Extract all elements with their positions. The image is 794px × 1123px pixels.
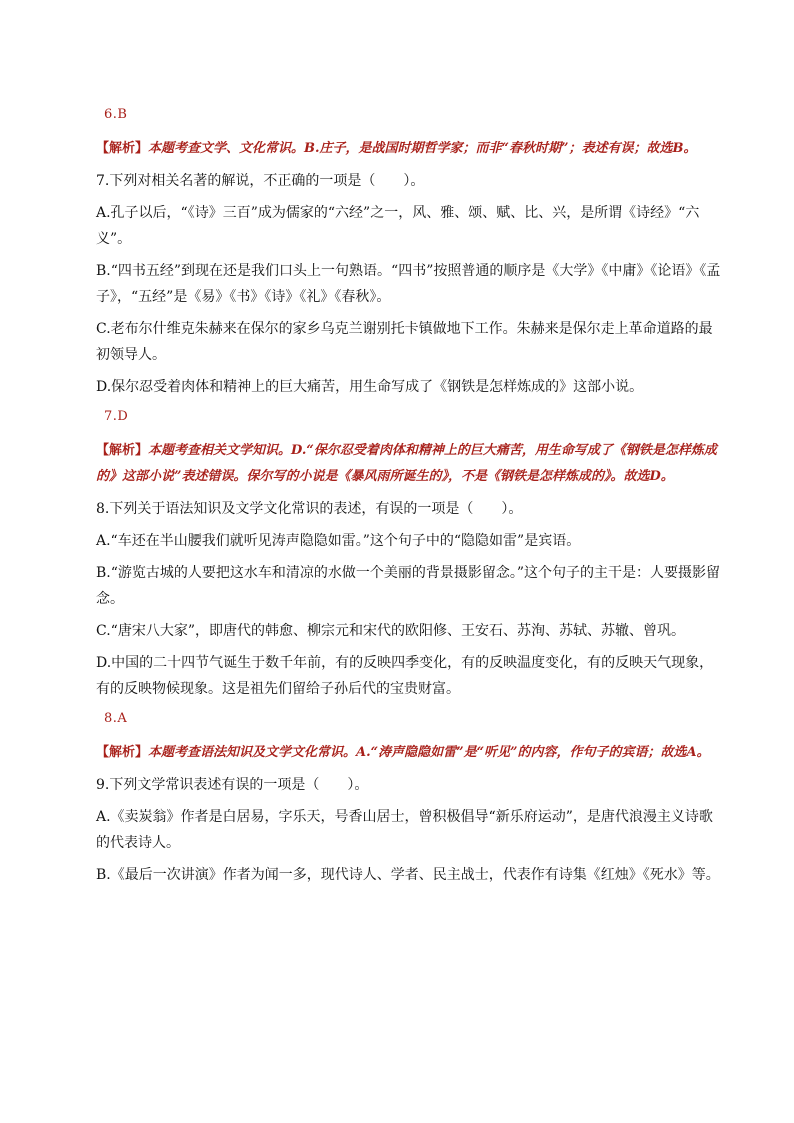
- question-8-option-d: D.中国的二十四节气诞生于数千年前，有的反映四季变化，有的反映温度变化，有的反映天气现象，有的反映物候现象。这是祖先们留给子孙后代的宝贵财富。: [96, 655, 714, 697]
- question-9-option-a: A.《卖炭翁》作者是白居易，字乐天，号香山居士，曾积极倡导“新乐府运动”，是唐代浪漫主义诗歌的代表诗人。: [96, 809, 713, 851]
- analysis-7: [96, 438, 722, 490]
- answer-6: 6.B: [104, 107, 128, 122]
- question-8-option-b: B.“游览古城的人要把这水车和清凉的水做一个美丽的背景摄影留念。”这个句子的主干是：人要摄影留念。: [96, 565, 721, 607]
- analysis-6: [96, 136, 722, 162]
- question-8-option-c: C.“唐宋八大家”，即唐代的韩愈、柳宗元和宋代的欧阳修、王安石、苏洵、苏轼、苏辙、曾巩。: [96, 623, 685, 639]
- question-8-stem: 8.下列关于语法知识及文学文化常识的表述，有误的一项是（ ）。: [96, 501, 523, 517]
- analysis-tag: 【解析】: [96, 141, 149, 156]
- question-7-stem: 7.下列对相关名著的解说，不正确的一项是（ ）。: [96, 173, 425, 189]
- question-7-option-b: B.“四书五经”到现在还是我们口头上一句熟语。“四书”按照普通的顺序是《大学》《中庸》《论语》《孟子》，“五经”是《易》《书》《诗》《礼》《春秋》。: [96, 263, 721, 305]
- analysis-text: 本题考查文学、文化常识。B.庄子，是战国时期哲学家；而非“春秋时期”；表述有误；故选B。: [148, 141, 697, 156]
- analysis-text: 本题考查语法知识及文学文化常识。A.“涛声隐隐如雷”是“听见”的内容，作句子的宾语；故选A。: [148, 745, 710, 760]
- question-9-stem: 9.下列文学常识表述有误的一项是（ ）。: [96, 777, 369, 793]
- analysis-text: 本题考查相关文学知识。D.“保尔忍受着肉体和精神上的巨大痛苦，用生命写成了《钢铁是怎样炼成的》这部小说”表述错误。保尔写的小说是《暴风雨所诞生的》，不是《钢铁是怎样炼成的》。故选D。: [96, 443, 717, 484]
- answer-8: 8.A: [104, 711, 128, 726]
- question-7-option-a: A.孔子以后，“《诗》三百”成为儒家的“六经”之一，风、雅、颂、赋、比、兴，是所谓《诗经》“六义”。: [96, 205, 700, 247]
- answer-7: 7.D: [104, 409, 129, 424]
- question-8-option-a: A.“车还在半山腰我们就听见涛声隐隐如雷。”这个句子中的“隐隐如雷”是宾语。: [96, 533, 581, 549]
- question-9-option-b: B.《最后一次讲演》作者为闻一多，现代诗人、学者、民主战士，代表作有诗集《红烛》《死水》等。: [96, 867, 720, 883]
- question-7-option-c: C.老布尔什维克朱赫来在保尔的家乡乌克兰谢别托卡镇做地下工作。朱赫来是保尔走上革命道路的最初领导人。: [96, 321, 713, 363]
- analysis-8: [96, 740, 722, 766]
- analysis-tag: 【解析】: [96, 745, 149, 760]
- analysis-tag: 【解析】: [96, 443, 149, 458]
- question-7-option-d: D.保尔忍受着肉体和精神上的巨大痛苦，用生命写成了《钢铁是怎样炼成的》这部小说。: [96, 379, 644, 395]
